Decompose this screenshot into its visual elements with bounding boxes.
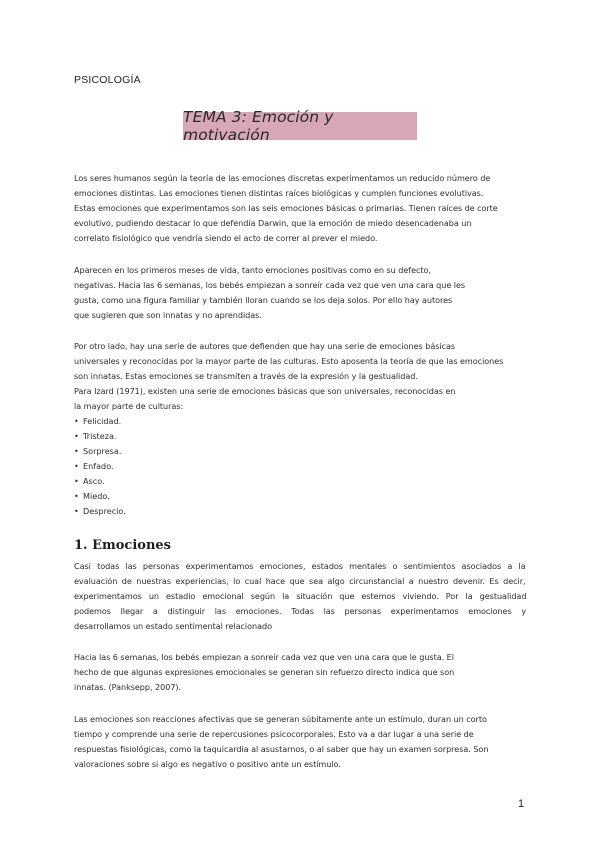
text-line: evaluación de nuestras experiencias, lo cual hace que sea algo circunstancial a nuestro devenir. Es decir,	[74, 576, 526, 586]
intro-paragraph-1	[74, 171, 526, 246]
list-item: • Desprecio.	[74, 504, 126, 519]
text-line: que sugieren que son innatas y no aprendidas.	[74, 310, 262, 320]
bullet-icon: •	[74, 476, 79, 486]
bullet-icon: •	[74, 461, 79, 471]
text-line: Para Izard (1971), existen una serie de emociones básicas que son universales, reconocidas en	[74, 386, 456, 396]
text-line: valoraciones sobre si algo es negativo o positivo ante un estímulo.	[74, 759, 341, 769]
text-line: universales y reconocidas por la mayor parte de las culturas. Esto aposenta la teoría de que las emociones	[74, 356, 504, 366]
intro-paragraph-2	[74, 263, 526, 323]
list-item: • Felicidad.	[74, 414, 126, 429]
list-item: • Miedo.	[74, 489, 126, 504]
list-item: • Tristeza.	[74, 429, 126, 444]
intro-paragraph-3	[74, 339, 526, 414]
text-line: gusta, como una figura familiar y también lloran cuando se los deja solos. Por ello hay autores	[74, 295, 453, 305]
text-line: hecho de que algunas expresiones emocionales se generan sin refuerzo directo indica que son	[74, 667, 455, 677]
section1-paragraph-2	[74, 650, 526, 695]
text-line: Por otro lado, hay una serie de autores que defienden que hay una serie de emociones básicas	[74, 341, 456, 351]
basic-emotions-list	[74, 414, 126, 519]
bullet-icon: •	[74, 491, 79, 501]
text-line: podemos llegar a distinguir las emociones. Todas las personas experimentamos emociones y	[74, 606, 527, 616]
text-line: Los seres humanos según la teoría de las emociones discretas experimentamos un reducido número de	[74, 173, 491, 183]
page-number: 1	[518, 798, 525, 810]
text-line: Estas emociones que experimentamos son las seis emociones básicas o primarias. Tienen raíces de corte	[74, 203, 498, 213]
section1-paragraph-1	[74, 559, 526, 634]
text-line: experimentamos un estadio emocional según la situación que estemos viviendo. Por la gestualidad	[74, 591, 527, 601]
text-line: Aparecen en los primeros meses de vida, tanto emociones positivas como en su defecto,	[74, 265, 431, 275]
subject-header: PSICOLOGÍA	[74, 74, 141, 86]
text-line: evolutivo, pudiendo destacar lo que defendía Darwin, que la emoción de miedo desencadenaba un	[74, 218, 472, 228]
text-line: Hacia las 6 semanas, los bebés empiezan a sonreír cada vez que ven una cara que le gusta. El	[74, 652, 454, 662]
text-line: Casi todas las personas experimentamos emociones, estados mentales o sentimientos asociados a la	[74, 561, 526, 571]
section1-paragraph-3	[74, 712, 526, 772]
text-line: correlato fisiológico que vendría siendo el acto de correr al prever el miedo.	[74, 233, 378, 243]
text-line: emociones distintas. Las emociones tienen distintas raíces biológicas y cumplen funciones evolutivas.	[74, 188, 484, 198]
bullet-icon: •	[74, 431, 79, 441]
text-line: la mayor parte de culturas:	[74, 401, 184, 411]
text-line: desarrollamos un estado sentimental relacionado	[74, 621, 273, 631]
bullet-icon: •	[74, 446, 79, 456]
text-line: tiempo y comprende una serie de repercusiones psicocorporales. Esto va a dar lugar a una serie de	[74, 729, 474, 739]
text-line: son innatas. Estas emociones se transmiten a través de la expresión y la gestualidad.	[74, 371, 418, 381]
text-line: Las emociones son reacciones afectivas que se generan súbitamente ante un estímulo, duran un corto	[74, 714, 487, 724]
list-item: • Asco.	[74, 474, 126, 489]
list-item: • Enfado.	[74, 459, 126, 474]
bullet-icon: •	[74, 416, 79, 426]
bullet-icon: •	[74, 506, 79, 516]
text-line: negativas. Hacia las 6 semanas, los bebés empiezan a sonreír cada vez que ven una cara que les	[74, 280, 466, 290]
list-item: • Sorpresa.	[74, 444, 126, 459]
text-line: innatas. (Panksepp, 2007).	[74, 682, 182, 692]
page-title: TEMA 3: Emoción y motivación	[183, 108, 334, 144]
title-banner	[183, 108, 417, 144]
section-heading: 1. Emociones	[74, 538, 171, 553]
text-line: respuestas fisiológicas, como la taquicardia al asustarnos, o al saber que hay un examen sorpresa. Son	[74, 744, 489, 754]
